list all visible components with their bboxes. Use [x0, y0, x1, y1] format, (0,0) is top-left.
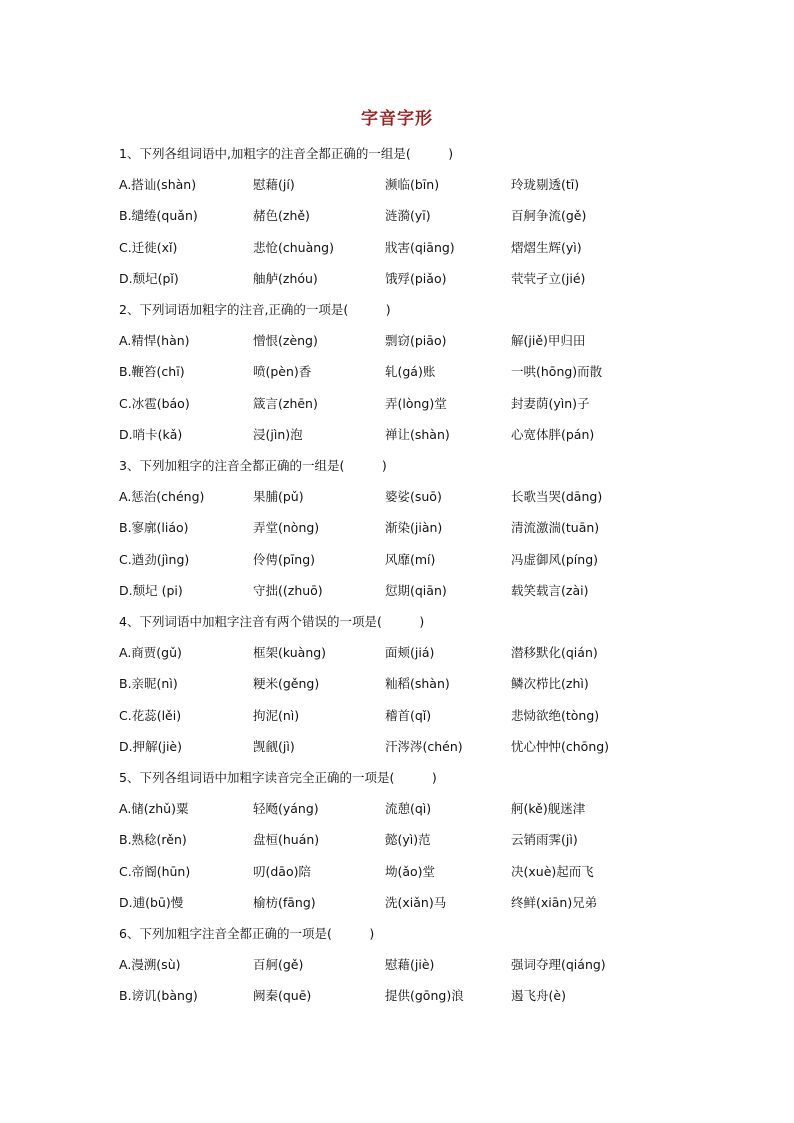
option-term: C.花蕊(lěi) [119, 707, 182, 723]
option-term: 叨(dāo)陪 [253, 863, 311, 879]
option-term: 一哄(hōng)而散 [511, 364, 603, 380]
option-term: 封妻荫(yìn)子 [511, 395, 590, 411]
option-term: 清流激湍(tuān) [511, 520, 600, 536]
option-term: A.惩治(chéng) [119, 489, 205, 505]
option-term: C.冰雹(báo) [119, 395, 190, 411]
option-term: 潜移默化(qián) [511, 645, 598, 661]
option-term: 禅让(shàn) [385, 426, 450, 442]
option-term: 风靡(mí) [385, 551, 436, 567]
option-term: B.缱绻(quǎn) [119, 208, 198, 224]
option-term: 冯虚御风(píng) [511, 551, 599, 567]
option-term: 提供(gōng)浪 [385, 988, 464, 1004]
option-term: 洗(xiǎn)马 [385, 894, 447, 910]
option-term: 面颊(jiá) [385, 645, 435, 661]
option-term: 百舸争流(gě) [511, 208, 587, 224]
option-term: 悲怆(chuàng) [253, 239, 334, 255]
option-term: 阙秦(quē) [253, 988, 312, 1004]
option-term: 心宽体胖(pán) [511, 426, 595, 442]
question-stem: 5、下列各组词语中加粗字读音完全正确的一项是( ) [119, 770, 437, 785]
option-term: D.逋(bū)慢 [119, 894, 184, 910]
option-term: B.熟稔(rěn) [119, 832, 187, 848]
option-term: D.哨卡(kǎ) [119, 426, 183, 442]
option-term: 慰藉(jiè) [385, 957, 435, 973]
option-term: 百舸(gě) [253, 957, 304, 973]
option-term: 载笑载言(zài) [511, 582, 589, 598]
option-term: 觊觎(jì) [253, 738, 295, 754]
option-term: B.谤讥(bàng) [119, 988, 198, 1004]
option-term: 舸(kě)舰迷津 [511, 801, 586, 817]
option-term: 粳米(gěng) [253, 676, 320, 692]
option-term: 坳(ǎo)堂 [385, 863, 436, 879]
option-term: 汗涔涔(chén) [385, 738, 463, 754]
option-term: 弄堂(nòng) [253, 520, 320, 536]
option-term: 榆枋(fāng) [253, 894, 316, 910]
option-term: 轻飏(yáng) [253, 801, 319, 817]
question-stem: 3、下列加粗字的注音全都正确的一组是( ) [119, 458, 387, 473]
option-term: 茕茕孑立(jié) [511, 270, 586, 286]
question-stem: 1、下列各组词语中,加粗字的注音全都正确的一组是( ) [119, 146, 454, 161]
option-term: C.遒劲(jìng) [119, 551, 190, 567]
option-term: 箴言(zhēn) [253, 395, 318, 411]
option-term: 懿(yì)范 [385, 832, 431, 848]
option-term: 云销雨霁(jì) [511, 832, 578, 848]
question-stem: 6、下列加粗字注音全都正确的一项是( ) [119, 926, 375, 941]
option-term: 赭色(zhě) [253, 208, 310, 224]
option-term: 婆娑(suō) [385, 489, 442, 505]
option-term: 解(jiě)甲归田 [511, 333, 586, 349]
option-term: B.亲昵(nì) [119, 676, 178, 692]
option-term: A.商贾(gǔ) [119, 645, 182, 661]
page-title: 字音字形 [361, 109, 433, 129]
option-term: 守拙((zhuō) [253, 582, 323, 598]
option-term: 伶俜(pīng) [253, 551, 316, 567]
option-term: 熠熠生辉(yì) [511, 239, 582, 255]
option-term: C.帝阍(hūn) [119, 863, 191, 879]
option-term: 盘桓(huán) [253, 832, 320, 848]
option-term: D.颓圮(pǐ) [119, 270, 179, 286]
option-term: 终鲜(xiān)兄弟 [511, 894, 598, 910]
option-term: 玲珑剔透(tī) [511, 177, 580, 193]
option-term: 渐染(jiàn) [385, 520, 443, 536]
question-stem: 2、下列词语加粗字的注音,正确的一项是( ) [119, 302, 391, 317]
option-term: 鳞次栉比(zhì) [511, 676, 589, 692]
option-term: 遏飞舟(è) [511, 988, 566, 1004]
option-term: 拘泥(nì) [253, 707, 300, 723]
option-term: C.迁徙(xǐ) [119, 239, 178, 255]
option-term: B.鞭笞(chī) [119, 364, 185, 380]
option-term: D.颓圮 (pi) [119, 582, 183, 598]
option-term: 憎恨(zèng) [253, 333, 318, 349]
option-term: 强词夺理(qiáng) [511, 957, 606, 973]
option-term: 果脯(pǔ) [253, 489, 304, 505]
option-term: 框架(kuàng) [253, 645, 327, 661]
option-term: A.漫溯(sù) [119, 957, 181, 973]
option-term: 舳舻(zhóu) [253, 270, 318, 286]
option-term: B.寥廓(liáo) [119, 520, 189, 536]
option-term: 籼稻(shàn) [385, 676, 450, 692]
option-term: 戕害(qiāng) [385, 239, 455, 255]
option-term: 涟漪(yī) [385, 208, 431, 224]
option-term: 剽窃(piāo) [385, 333, 447, 349]
option-term: A.储(zhǔ)粟 [119, 801, 189, 817]
option-term: 长歌当哭(dāng) [511, 489, 603, 505]
option-term: 稽首(qǐ) [385, 707, 432, 723]
option-term: A.搭讪(shàn) [119, 177, 197, 193]
option-term: 悲恸欲绝(tòng) [511, 707, 600, 723]
option-term: 忧心忡忡(chōng) [511, 738, 610, 754]
option-term: D.押解(jiè) [119, 738, 182, 754]
option-term: 喷(pèn)香 [253, 364, 312, 380]
option-term: 流憩(qì) [385, 801, 432, 817]
option-term: 决(xuè)起而飞 [511, 863, 594, 879]
option-term: 濒临(bīn) [385, 177, 440, 193]
option-term: 愆期(qiān) [385, 582, 447, 598]
option-term: 饿殍(piǎo) [385, 270, 447, 286]
question-stem: 4、下列词语中加粗字注音有两个错误的一项是( ) [119, 614, 425, 629]
option-term: 浸(jìn)泡 [253, 426, 303, 442]
option-term: 轧(gá)账 [385, 364, 436, 380]
option-term: 弄(lòng)堂 [385, 395, 447, 411]
option-term: A.精悍(hàn) [119, 333, 190, 349]
option-term: 慰藉(jí) [253, 177, 295, 193]
